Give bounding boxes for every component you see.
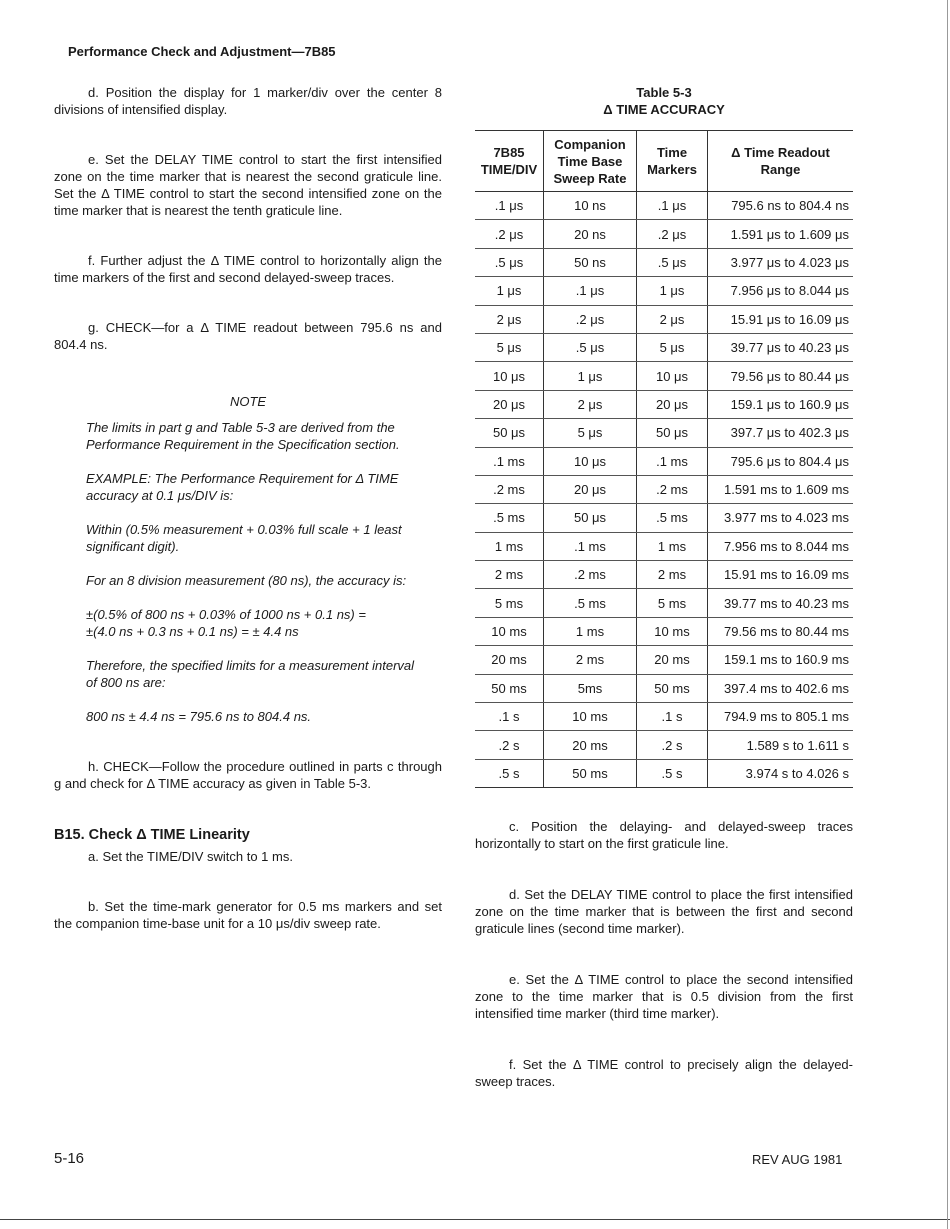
cell-time-markers: 1 ms: [637, 532, 708, 560]
cell-readout-range: 79.56 μs to 80.44 μs: [708, 362, 854, 390]
table-row: [475, 305, 853, 333]
cell-sweep-rate: .2 μs: [544, 305, 637, 333]
cell-time-div: .2 μs: [475, 220, 544, 248]
linearity-step-a: a. Set the TIME/DIV switch to 1 ms.: [88, 849, 293, 864]
cell-readout-range: 1.591 μs to 1.609 μs: [708, 220, 854, 248]
left-column: [54, 84, 442, 932]
cell-time-div: .1 ms: [475, 447, 544, 475]
cell-time-div: 10 ms: [475, 617, 544, 645]
section-title: B15. Check Δ TIME Linearity: [54, 827, 250, 843]
cell-readout-range: 79.56 ms to 80.44 ms: [708, 617, 854, 645]
cell-sweep-rate: 2 ms: [544, 646, 637, 674]
cell-sweep-rate: 1 ms: [544, 617, 637, 645]
cell-sweep-rate: 10 μs: [544, 447, 637, 475]
cell-readout-range: 7.956 μs to 8.044 μs: [708, 277, 854, 305]
table-row: [475, 248, 853, 276]
step-f: f. Further adjust the Δ TIME control to horizontally align the time markers of the first and second delayed-sweep traces.: [54, 253, 442, 285]
cell-time-markers: 20 ms: [637, 646, 708, 674]
cell-sweep-rate: 10 ns: [544, 192, 637, 220]
cell-time-div: .5 s: [475, 759, 544, 787]
cell-sweep-rate: 20 μs: [544, 475, 637, 503]
cell-sweep-rate: 5ms: [544, 674, 637, 702]
cell-time-div: .1 μs: [475, 192, 544, 220]
right-column: [475, 84, 853, 1090]
table-row: [475, 532, 853, 560]
cell-sweep-rate: .5 ms: [544, 589, 637, 617]
table-row: [475, 646, 853, 674]
cell-time-markers: 2 ms: [637, 561, 708, 589]
cell-time-markers: .5 s: [637, 759, 708, 787]
step-h: h. CHECK—Follow the procedure outlined in parts c through g and check for Δ TIME accuracy as given in Table 5-3.: [54, 759, 442, 791]
cell-time-div: .1 s: [475, 703, 544, 731]
cell-readout-range: 397.7 μs to 402.3 μs: [708, 419, 854, 447]
linearity-step-b: b. Set the time-mark generator for 0.5 ms markers and set the companion time-base unit for a 10 μs/div sweep rate.: [54, 899, 442, 931]
header-time-div: 7B85 TIME/DIV: [475, 131, 544, 192]
cell-readout-range: 7.956 ms to 8.044 ms: [708, 532, 854, 560]
cell-time-markers: .1 s: [637, 703, 708, 731]
cell-time-markers: 5 μs: [637, 333, 708, 361]
cell-time-div: 20 ms: [475, 646, 544, 674]
cell-sweep-rate: 50 ns: [544, 248, 637, 276]
cell-sweep-rate: .1 μs: [544, 277, 637, 305]
page-header: Performance Check and Adjustment—7B85: [68, 44, 336, 59]
header-time-markers: Time Markers: [637, 131, 708, 192]
table-row: [475, 504, 853, 532]
note-text-3: Within (0.5% measurement + 0.03% full scale + 1 least significant digit).: [86, 522, 402, 554]
table-row: [475, 674, 853, 702]
table-row: [475, 447, 853, 475]
cell-readout-range: 39.77 ms to 40.23 ms: [708, 589, 854, 617]
cell-time-markers: .1 μs: [637, 192, 708, 220]
table-row: [475, 277, 853, 305]
note-equation-1: ±(0.5% of 800 ns + 0.03% of 1000 ns + 0.1 ns) =: [86, 607, 366, 622]
table-row: [475, 220, 853, 248]
table-row: [475, 703, 853, 731]
step-f-right: f. Set the Δ TIME control to precisely align the delayed-sweep traces.: [475, 1057, 853, 1090]
cell-sweep-rate: 2 μs: [544, 390, 637, 418]
cell-time-div: 50 ms: [475, 674, 544, 702]
cell-time-div: 50 μs: [475, 419, 544, 447]
cell-readout-range: 1.591 ms to 1.609 ms: [708, 475, 854, 503]
revision-date: REV AUG 1981: [752, 1152, 843, 1167]
cell-time-div: 10 μs: [475, 362, 544, 390]
cell-time-div: 2 μs: [475, 305, 544, 333]
table-number: Table 5-3: [636, 85, 692, 100]
note-text-2: EXAMPLE: The Performance Requirement for Δ TIME accuracy at 0.1 μs/DIV is:: [86, 471, 399, 503]
cell-time-div: 5 μs: [475, 333, 544, 361]
header-sweep-rate: Companion Time Base Sweep Rate: [544, 131, 637, 192]
cell-time-markers: .2 ms: [637, 475, 708, 503]
table-row: [475, 390, 853, 418]
cell-time-div: .2 ms: [475, 475, 544, 503]
table-header-row: [475, 131, 853, 192]
cell-sweep-rate: 50 μs: [544, 504, 637, 532]
cell-sweep-rate: 5 μs: [544, 419, 637, 447]
cell-time-markers: 2 μs: [637, 305, 708, 333]
cell-time-markers: .5 μs: [637, 248, 708, 276]
step-d: d. Position the display for 1 marker/div over the center 8 divisions of intensified display.: [54, 85, 442, 117]
cell-readout-range: 15.91 ms to 16.09 ms: [708, 561, 854, 589]
table-row: [475, 192, 853, 220]
step-e-right: e. Set the Δ TIME control to place the second intensified zone to the time marker that is 0.5 division from the first intensified time marker (third time marker).: [475, 972, 853, 1022]
page-number: 5-16: [54, 1150, 85, 1167]
cell-time-div: 2 ms: [475, 561, 544, 589]
cell-readout-range: 15.91 μs to 16.09 μs: [708, 305, 854, 333]
note-block: [86, 419, 424, 725]
cell-time-markers: 10 ms: [637, 617, 708, 645]
cell-time-div: .5 ms: [475, 504, 544, 532]
cell-time-div: 20 μs: [475, 390, 544, 418]
table-row: [475, 475, 853, 503]
cell-time-div: 1 ms: [475, 532, 544, 560]
cell-sweep-rate: 10 ms: [544, 703, 637, 731]
cell-readout-range: 39.77 μs to 40.23 μs: [708, 333, 854, 361]
table-body: [475, 192, 853, 788]
cell-sweep-rate: 1 μs: [544, 362, 637, 390]
cell-readout-range: 159.1 ms to 160.9 ms: [708, 646, 854, 674]
cell-time-markers: .2 s: [637, 731, 708, 759]
cell-sweep-rate: 20 ms: [544, 731, 637, 759]
cell-readout-range: 795.6 μs to 804.4 μs: [708, 447, 854, 475]
cell-readout-range: 3.977 ms to 4.023 ms: [708, 504, 854, 532]
cell-time-markers: 10 μs: [637, 362, 708, 390]
cell-readout-range: 3.974 s to 4.026 s: [708, 759, 854, 787]
cell-time-div: 1 μs: [475, 277, 544, 305]
table-row: [475, 419, 853, 447]
cell-sweep-rate: 50 ms: [544, 759, 637, 787]
step-c-right: c. Position the delaying- and delayed-sweep traces horizontally to start on the first graticule line.: [475, 819, 853, 852]
note-title: NOTE: [229, 394, 267, 409]
cell-time-div: 5 ms: [475, 589, 544, 617]
cell-sweep-rate: .1 ms: [544, 532, 637, 560]
cell-time-markers: .5 ms: [637, 504, 708, 532]
table-row: [475, 589, 853, 617]
cell-time-div: .5 μs: [475, 248, 544, 276]
table-row: [475, 617, 853, 645]
note-text-4: For an 8 division measurement (80 ns), the accuracy is:: [86, 573, 407, 588]
note-equation-2: ±(4.0 ns + 0.3 ns + 0.1 ns) = ± 4.4 ns: [86, 624, 299, 639]
cell-time-markers: 20 μs: [637, 390, 708, 418]
cell-time-markers: .1 ms: [637, 447, 708, 475]
table-row: [475, 759, 853, 787]
cell-readout-range: 794.9 ms to 805.1 ms: [708, 703, 854, 731]
cell-readout-range: 397.4 ms to 402.6 ms: [708, 674, 854, 702]
table-title: Δ TIME ACCURACY: [603, 102, 725, 117]
bottom-rule: [0, 1219, 950, 1220]
cell-time-markers: 5 ms: [637, 589, 708, 617]
cell-time-markers: 50 μs: [637, 419, 708, 447]
note-text-1: The limits in part g and Table 5-3 are derived from the Performance Requirement in the Specification section.: [86, 420, 400, 452]
table-row: [475, 561, 853, 589]
cell-readout-range: 795.6 ns to 804.4 ns: [708, 192, 854, 220]
cell-time-markers: 50 ms: [637, 674, 708, 702]
step-g: g. CHECK—for a Δ TIME readout between 795.6 ns and 804.4 ns.: [54, 320, 442, 352]
cell-time-div: .2 s: [475, 731, 544, 759]
table-row: [475, 731, 853, 759]
header-readout-range: Δ Time Readout Range: [708, 131, 854, 192]
time-accuracy-table: [475, 130, 853, 788]
cell-readout-range: 159.1 μs to 160.9 μs: [708, 390, 854, 418]
cell-sweep-rate: 20 ns: [544, 220, 637, 248]
cell-time-markers: 1 μs: [637, 277, 708, 305]
table-row: [475, 362, 853, 390]
cell-time-markers: .2 μs: [637, 220, 708, 248]
cell-sweep-rate: .2 ms: [544, 561, 637, 589]
page-edge: [947, 0, 948, 1229]
note-text-6: Therefore, the specified limits for a measurement interval of 800 ns are:: [86, 658, 415, 690]
cell-readout-range: 3.977 μs to 4.023 μs: [708, 248, 854, 276]
step-d-right: d. Set the DELAY TIME control to place the first intensified zone on the time marker that is between the first and second graticule lines (second time marker).: [475, 887, 853, 937]
table-row: [475, 333, 853, 361]
note-result: 800 ns ± 4.4 ns = 795.6 ns to 804.4 ns.: [86, 709, 312, 724]
cell-sweep-rate: .5 μs: [544, 333, 637, 361]
step-e: e. Set the DELAY TIME control to start the first intensified zone on the time marker that is nearest the second graticule line. Set the Δ TIME control to start the second intensified zone on the time marker that is nearest the tenth graticule line.: [54, 152, 442, 218]
cell-readout-range: 1.589 s to 1.611 s: [708, 731, 854, 759]
